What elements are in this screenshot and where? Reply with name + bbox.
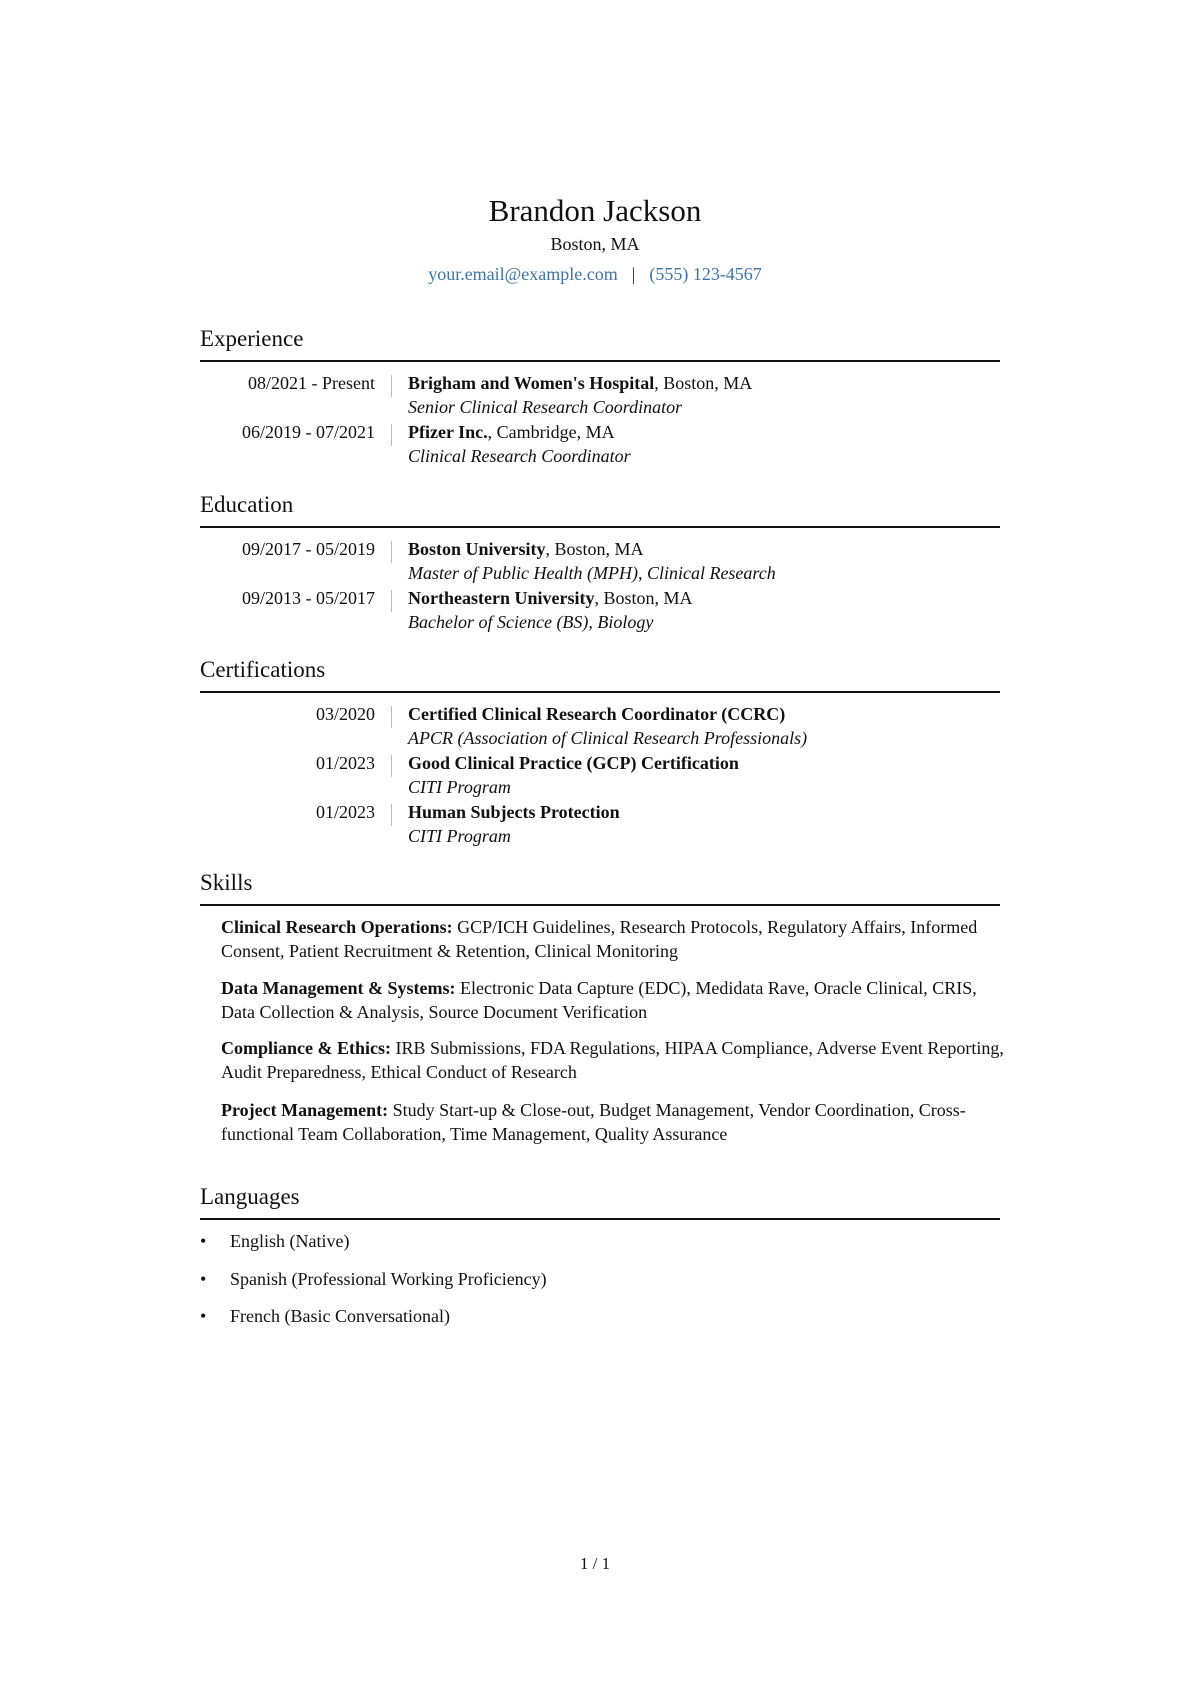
- entry-body: [408, 586, 692, 634]
- entry-date: 01/2023: [315, 753, 375, 773]
- education-entry: [200, 586, 1000, 634]
- skill-text: GCP/ICH Guidelines, Research Protocols, Regulatory Affairs, Informed Consent, Patient Recruitment & Retention, Clinical Monitoring: [221, 917, 978, 961]
- entry-org: Good Clinical Practice (GCP) Certification: [408, 753, 739, 773]
- skill-label: Clinical Research Operations:: [221, 917, 453, 937]
- entry-role: APCR (Association of Clinical Research Professionals): [408, 728, 808, 748]
- section-rule: [200, 1218, 1000, 1220]
- language-text: Spanish (Professional Working Proficiency): [230, 1269, 547, 1289]
- entry-org: Northeastern University: [408, 588, 595, 608]
- certifications-entry: [200, 751, 1000, 799]
- skill-text: IRB Submissions, FDA Regulations, HIPAA Compliance, Adverse Event Reporting, Audit Preparedness, Ethical Conduct of Research: [221, 1038, 1004, 1082]
- divider-bar: [391, 706, 392, 728]
- entry-role: Master of Public Health (MPH), Clinical Research: [408, 563, 776, 583]
- skill-label: Compliance & Ethics:: [221, 1038, 391, 1058]
- divider-bar: [391, 424, 392, 446]
- divider-bar: [391, 755, 392, 777]
- entry-date: 08/2021 - Present: [248, 373, 375, 393]
- entry-org: Brigham and Women's Hospital: [408, 373, 655, 393]
- skill-text: Electronic Data Capture (EDC), Medidata Rave, Oracle Clinical, CRIS, Data Collection & Analysis, Source Document Verification: [221, 978, 977, 1022]
- entry-title-line: [408, 586, 692, 610]
- email-link[interactable]: your.email@example.com: [428, 264, 618, 284]
- language-item: [200, 1229, 349, 1253]
- divider-bar: [391, 590, 392, 612]
- section-heading-experience: Experience: [200, 326, 304, 351]
- section-rule: [200, 360, 1000, 362]
- separator: |: [631, 264, 636, 284]
- entry-body: [408, 800, 620, 848]
- section-rule: [200, 526, 1000, 528]
- contact-line: [0, 264, 1190, 285]
- entry-body: [408, 537, 776, 585]
- skill-text: Study Start-up & Close-out, Budget Management, Vendor Coordination, Cross-functional Team Collaboration, Time Management, Quality Assurance: [221, 1100, 966, 1144]
- entry-date: 01/2023: [315, 802, 375, 822]
- section-rule: [200, 904, 1000, 906]
- skill-group: [221, 1098, 1011, 1146]
- skill-label: Data Management & Systems:: [221, 978, 456, 998]
- entry-place: , Boston, MA: [654, 373, 753, 393]
- entry-role: CITI Program: [408, 777, 511, 797]
- entry-title-line: [408, 371, 752, 395]
- certifications-entry: [200, 800, 1000, 848]
- section-heading-skills: Skills: [200, 870, 253, 895]
- entry-body: [408, 371, 752, 419]
- entry-org: Human Subjects Protection: [408, 802, 620, 822]
- entry-org: Pfizer Inc.: [408, 422, 488, 442]
- entry-role: CITI Program: [408, 826, 511, 846]
- entry-place: , Cambridge, MA: [487, 422, 615, 442]
- entry-title-line: [408, 702, 807, 726]
- language-text: French (Basic Conversational): [230, 1306, 450, 1326]
- section-heading-education: Education: [200, 492, 294, 517]
- candidate-name: Brandon Jackson: [488, 193, 702, 228]
- entry-date: 03/2020: [315, 704, 375, 724]
- entry-place: , Boston, MA: [594, 588, 693, 608]
- bullet-icon: •: [200, 1306, 207, 1326]
- location: Boston, MA: [550, 234, 640, 254]
- divider-bar: [391, 804, 392, 826]
- section-heading-languages: Languages: [200, 1184, 300, 1209]
- entry-title-line: [408, 751, 739, 775]
- divider-bar: [391, 375, 392, 397]
- section-rule: [200, 691, 1000, 693]
- experience-entry: [200, 371, 1000, 419]
- entry-date: 09/2013 - 05/2017: [242, 588, 375, 608]
- section-heading-certifications: Certifications: [200, 657, 326, 682]
- entry-org: Boston University: [408, 539, 546, 559]
- entry-role: Clinical Research Coordinator: [408, 446, 631, 466]
- entry-body: [408, 702, 807, 750]
- entry-body: [408, 420, 631, 468]
- entry-title-line: [408, 420, 631, 444]
- entry-org: Certified Clinical Research Coordinator (CCRC): [408, 704, 786, 724]
- entry-title-line: [408, 537, 776, 561]
- entry-role: Bachelor of Science (BS), Biology: [408, 612, 654, 632]
- entry-date: 09/2017 - 05/2019: [242, 539, 375, 559]
- entry-title-line: [408, 800, 620, 824]
- entry-date: 06/2019 - 07/2021: [242, 422, 375, 442]
- language-item: [200, 1304, 450, 1328]
- divider-bar: [391, 541, 392, 563]
- certifications-entry: [200, 702, 1000, 750]
- entry-role: Senior Clinical Research Coordinator: [408, 397, 683, 417]
- language-item: [200, 1267, 547, 1291]
- skill-label: Project Management:: [221, 1100, 389, 1120]
- entry-place: , Boston, MA: [545, 539, 644, 559]
- page-number: 1 / 1: [579, 1554, 611, 1573]
- skill-group: [221, 1036, 1011, 1084]
- language-text: English (Native): [230, 1231, 350, 1251]
- bullet-icon: •: [200, 1269, 207, 1289]
- skill-group: [221, 976, 1011, 1024]
- education-entry: [200, 537, 1000, 585]
- entry-body: [408, 751, 739, 799]
- experience-entry: [200, 420, 1000, 468]
- bullet-icon: •: [200, 1231, 207, 1251]
- phone-link[interactable]: (555) 123-4567: [649, 264, 762, 284]
- skill-group: [221, 915, 1011, 963]
